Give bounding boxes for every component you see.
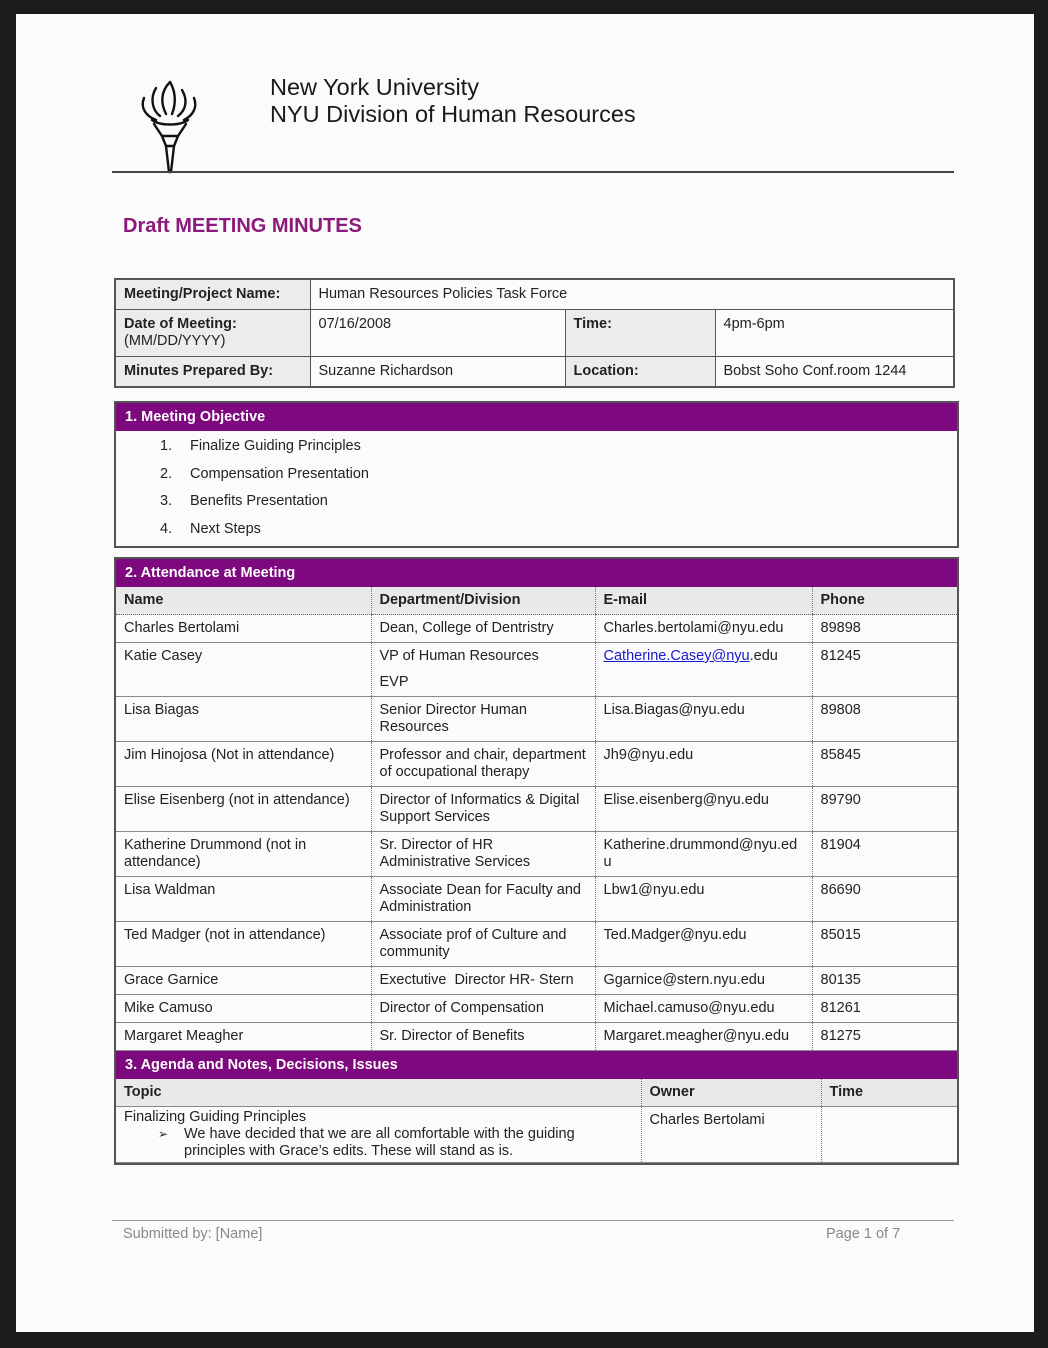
agenda-table <box>116 1079 957 1163</box>
arrow-bullet-icon: ➢ <box>157 1127 169 1141</box>
agenda-topic-cell <box>116 1107 641 1163</box>
agenda-heading: 3. Agenda and Notes, Decisions, Issues <box>116 1051 957 1079</box>
meeting-info-table <box>114 278 955 388</box>
division-name: NYU Division of Human Resources <box>270 101 636 127</box>
attendee-phone: 86690 <box>812 877 957 922</box>
university-name: New York University <box>270 74 479 100</box>
meeting-objective-section <box>114 401 959 548</box>
date-label: Date of Meeting: <box>124 316 237 332</box>
table-header-row <box>116 587 957 615</box>
prepared-value: Suzanne Richardson <box>310 357 565 388</box>
attendance-table <box>116 587 957 1051</box>
table-row <box>116 832 957 877</box>
attendee-email: Lbw1@nyu.edu <box>595 877 812 922</box>
agenda-note-block <box>124 1126 633 1160</box>
table-row <box>116 1023 957 1051</box>
header-divider <box>112 171 954 173</box>
attendee-email-link[interactable]: Catherine.Casey@nyu <box>603 648 750 664</box>
list-item: 3. Benefits Presentation <box>160 493 328 509</box>
attendee-dept: Sr. Director of Benefits <box>371 1023 595 1051</box>
objective-text: Next Steps <box>190 520 261 537</box>
attendee-name: Margaret Meagher <box>116 1023 371 1051</box>
objective-heading: 1. Meeting Objective <box>116 403 957 431</box>
objective-list <box>116 431 957 546</box>
attendee-dept: Director of Compensation <box>371 995 595 1023</box>
attendee-email-suffix: .edu <box>749 648 778 664</box>
column-header: Phone <box>812 587 957 615</box>
table-header-row <box>116 1079 957 1107</box>
attendance-heading: 2. Attendance at Meeting <box>116 559 957 587</box>
attendee-name: Elise Eisenberg (not in attendance) <box>116 787 371 832</box>
prepared-label: Minutes Prepared By: <box>115 357 310 388</box>
letterhead <box>270 74 636 128</box>
attendee-name: Jim Hinojosa (Not in attendance) <box>116 742 371 787</box>
attendee-dept: Senior Director Human Resources <box>371 697 595 742</box>
attendee-email: Michael.camuso@nyu.edu <box>595 995 812 1023</box>
column-header: Time <box>821 1079 957 1107</box>
objective-text: Benefits Presentation <box>190 493 328 509</box>
attendee-name: Katie Casey <box>116 643 371 697</box>
agenda-topic: Finalizing Guiding Principles <box>124 1109 307 1125</box>
date-row <box>115 310 954 357</box>
agenda-owner: Charles Bertolami <box>641 1107 821 1163</box>
attendee-email: Ggarnice@stern.nyu.edu <box>595 967 812 995</box>
prepared-row <box>115 357 954 388</box>
date-format: (MM/DD/YYYY) <box>124 333 226 349</box>
time-label: Time: <box>565 310 715 357</box>
attendee-name: Lisa Biagas <box>116 697 371 742</box>
table-row <box>116 615 957 643</box>
document-title: Draft MEETING MINUTES <box>123 215 362 237</box>
attendee-email: Jh9@nyu.edu <box>595 742 812 787</box>
location-value: Bobst Soho Conf.room 1244 <box>715 357 954 388</box>
table-row <box>116 967 957 995</box>
table-row <box>116 643 957 697</box>
column-header: E-mail <box>595 587 812 615</box>
attendee-email: Elise.eisenberg@nyu.edu <box>595 787 812 832</box>
attendee-dept: Professor and chair, department of occupational therapy <box>371 742 595 787</box>
project-value: Human Resources Policies Task Force <box>310 279 954 310</box>
table-row <box>116 1107 957 1163</box>
table-row <box>116 922 957 967</box>
attendee-dept: VP of Human Resources <box>379 648 539 664</box>
column-header: Topic <box>116 1079 641 1107</box>
table-row <box>116 697 957 742</box>
attendee-dept: Director of Informatics & Digital Support Services <box>371 787 595 832</box>
objective-text: Finalize Guiding Principles <box>190 438 361 454</box>
attendance-section <box>114 557 959 1165</box>
attendee-name: Lisa Waldman <box>116 877 371 922</box>
location-label: Location: <box>565 357 715 388</box>
attendee-phone: 81904 <box>812 832 957 877</box>
attendee-dept-cell <box>371 643 595 697</box>
attendee-dept: Associate Dean for Faculty and Administration <box>371 877 595 922</box>
footer-divider <box>112 1220 954 1221</box>
table-row <box>116 995 957 1023</box>
attendee-email: Margaret.meagher@nyu.edu <box>595 1023 812 1051</box>
attendee-phone: 85845 <box>812 742 957 787</box>
attendee-name: Ted Madger (not in attendance) <box>116 922 371 967</box>
attendee-name: Charles Bertolami <box>116 615 371 643</box>
submitted-by: Submitted by: [Name] <box>123 1226 263 1242</box>
table-row <box>116 742 957 787</box>
objective-text: Compensation Presentation <box>190 465 369 482</box>
attendee-email-cell <box>595 643 812 697</box>
attendee-phone: 81275 <box>812 1023 957 1051</box>
attendee-email: Charles.bertolami@nyu.edu <box>595 615 812 643</box>
attendee-dept-line2: EVP <box>379 674 409 690</box>
date-value: 07/16/2008 <box>310 310 565 357</box>
attendee-name: Katherine Drummond (not in attendance) <box>116 832 371 877</box>
attendee-email: Katherine.drummond@nyu.edu <box>595 832 812 877</box>
time-value: 4pm-6pm <box>715 310 954 357</box>
list-item: 1. Finalize Guiding Principles <box>160 438 361 454</box>
attendee-phone: 81245 <box>812 643 957 697</box>
page-number: Page 1 of 7 <box>826 1226 901 1242</box>
attendee-phone: 89790 <box>812 787 957 832</box>
attendee-name: Grace Garnice <box>116 967 371 995</box>
column-header: Department/Division <box>371 587 595 615</box>
list-item: 4. Next Steps <box>160 520 261 537</box>
attendee-phone: 80135 <box>812 967 957 995</box>
date-label-cell <box>115 310 310 357</box>
attendee-email: Ted.Madger@nyu.edu <box>595 922 812 967</box>
project-row <box>115 279 954 310</box>
agenda-note: We have decided that we are all comfortable with the guiding principles with Grace’s edits. These will stand as is. <box>184 1126 575 1159</box>
project-label: Meeting/Project Name: <box>115 279 310 310</box>
document-page <box>16 14 1034 1332</box>
attendee-dept: Exectutive Director HR- Stern <box>371 967 595 995</box>
attendee-dept: Dean, College of Dentristry <box>371 615 595 643</box>
list-item: 2. Compensation Presentation <box>160 465 369 482</box>
agenda-time <box>821 1107 957 1163</box>
attendee-phone: 81261 <box>812 995 957 1023</box>
table-row <box>116 787 957 832</box>
attendee-phone: 89898 <box>812 615 957 643</box>
nyu-torch-logo <box>130 78 210 178</box>
attendee-phone: 89808 <box>812 697 957 742</box>
attendee-dept: Associate prof of Culture and community <box>371 922 595 967</box>
attendee-email: Lisa.Biagas@nyu.edu <box>595 697 812 742</box>
attendee-name: Mike Camuso <box>116 995 371 1023</box>
column-header: Name <box>116 587 371 615</box>
table-row <box>116 877 957 922</box>
attendee-phone: 85015 <box>812 922 957 967</box>
attendee-dept: Sr. Director of HR Administrative Services <box>371 832 595 877</box>
column-header: Owner <box>641 1079 821 1107</box>
